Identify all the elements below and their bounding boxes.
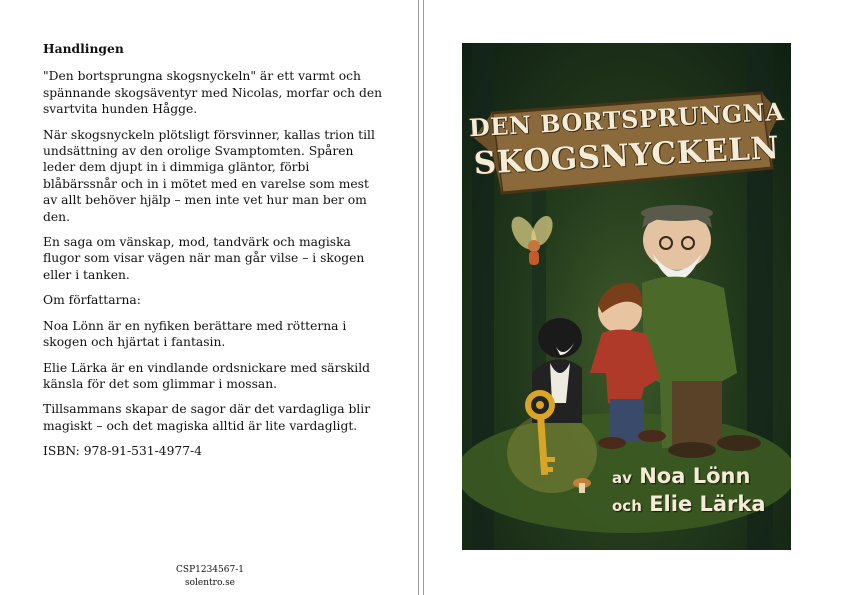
footer-code: CSP1234567-1: [176, 565, 244, 575]
grandfather-shoe: [717, 435, 761, 451]
author-name-2: Elie Lärka: [649, 492, 766, 516]
authors-together-paragraph: Tillsammans skapar de sagor där det vardagliga blir magiskt – och det magiska alltid är lite vardagligt.: [43, 402, 371, 433]
cover-title-line2: SKOGSNYCKELN: [472, 130, 781, 182]
synopsis-paragraph: När skogsnyckeln plötsligt försvinner, kallas trion till undsättning av den orolige Svamptomten. Spåren leder dem djupt in i dimmiga gläntor, förbi blåbärssnår och in i mötet med en varelse som mest av allt behöver hjälp – men inte vet hur man ber om den.: [43, 127, 375, 224]
fairy-body: [529, 251, 539, 265]
isbn-text: ISBN: 978-91-531-4977-4: [43, 444, 203, 459]
fairy-head: [528, 240, 540, 252]
key-bow-center: [536, 401, 544, 409]
key-tooth: [545, 457, 555, 462]
front-cover-illustration: [462, 43, 791, 550]
grandfather-trousers: [672, 381, 722, 445]
cover-title-line1: DEN BORTSPRUNGNA: [468, 96, 785, 143]
synopsis-paragraph: "Den bortsprungna skogsnyckeln" är ett varmt och spännande skogsäventyr med Nicolas, morfar och den svartvita hunden Hågge.: [43, 69, 383, 117]
grandfather-cap-brim: [641, 205, 713, 221]
page-divider-left: [418, 0, 419, 595]
mushroom-stem: [579, 483, 585, 493]
synopsis-text-block: [43, 41, 383, 469]
about-authors-heading: Om författarna:: [43, 293, 141, 308]
boy-shoe: [638, 430, 666, 442]
author-bio-elie: Elie Lärka är en vindlande ordsnickare med särskild känsla för det som glimmar i mossan.: [43, 360, 371, 391]
footer-site: solentro.se: [184, 578, 236, 588]
author-prefix-av: av: [612, 469, 632, 487]
author-prefix-och: och: [612, 497, 642, 515]
key-tooth: [545, 467, 553, 472]
cover-authors: [612, 463, 766, 519]
grandfather-shoe: [668, 442, 716, 458]
author-name-1: Noa Lönn: [639, 464, 751, 488]
boy-shoe: [598, 437, 626, 449]
synopsis-paragraph: En saga om vänskap, mod, tandvärk och magiska flugor som visar vägen när man går vilse – i skogen eller i tanken.: [43, 235, 365, 282]
author-bio-noa: Noa Lönn är en nyfiken berättare med rötterna i skogen och hjärtat i fantasin.: [43, 318, 347, 350]
back-cover-page: [0, 0, 418, 595]
synopsis-heading: Handlingen: [43, 41, 124, 56]
page-divider-right: [423, 0, 424, 595]
